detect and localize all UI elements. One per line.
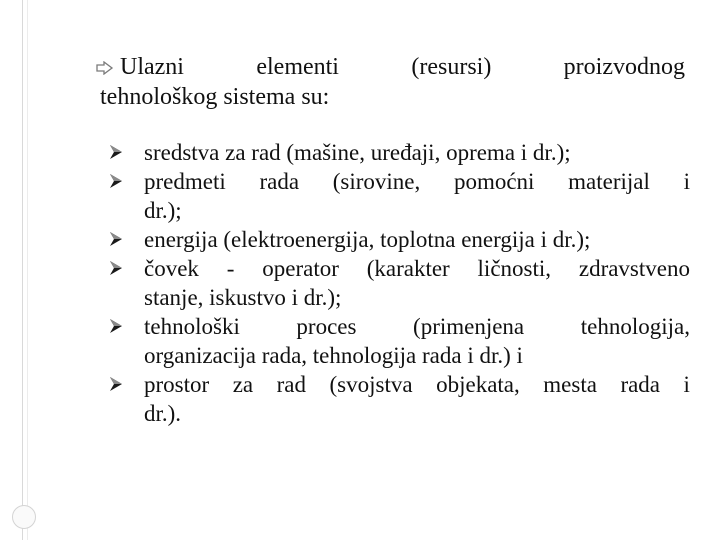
title-word: proizvodnog [563,54,685,80]
arrowhead-icon [109,318,123,334]
list-item-line: predmeti rada (sirovine, pomoćni materijal i [144,169,690,194]
list-item-line: čovek - operator (karakter ličnosti, zdravstveno [144,256,690,281]
arrowhead-icon [109,260,123,276]
decorative-border-line [27,0,28,540]
list-item-line: energija (elektroenergija, toplotna energija i dr.); [144,227,591,252]
hollow-arrow-icon [96,61,114,75]
list-item-line: organizacija rada, tehnologija rada i dr.) i [144,343,523,368]
title-line [100,52,685,82]
decorative-tab [12,505,36,529]
list-item-line: stanje, iskustvo i dr.); [144,285,342,310]
title-word: elementi [256,54,339,80]
decorative-border-line [22,0,23,540]
list-item-line: dr.); [144,198,182,223]
slide-title [100,52,685,112]
arrowhead-icon [109,231,123,247]
list-item [106,167,690,225]
list-item-line: dr.). [144,401,182,426]
title-word: Ulazni [120,54,184,80]
list-item [106,138,690,167]
list-item-line: tehnološki proces (primenjena tehnologija, [144,314,690,339]
arrowhead-icon [109,144,123,160]
title-line: tehnološkog sistema su: [100,84,330,110]
list-item-line: prostor za rad (svojstva objekata, mesta rada i [144,372,690,397]
list-item [106,370,690,428]
arrowhead-icon [109,376,123,392]
arrowhead-icon [109,173,123,189]
list-item-line: sredstva za rad (mašine, uređaji, oprema i dr.); [144,140,571,165]
list-item [106,225,690,254]
list-item [106,312,690,370]
bullet-list [106,138,690,428]
list-item [106,254,690,312]
title-word: (resursi) [411,54,492,80]
